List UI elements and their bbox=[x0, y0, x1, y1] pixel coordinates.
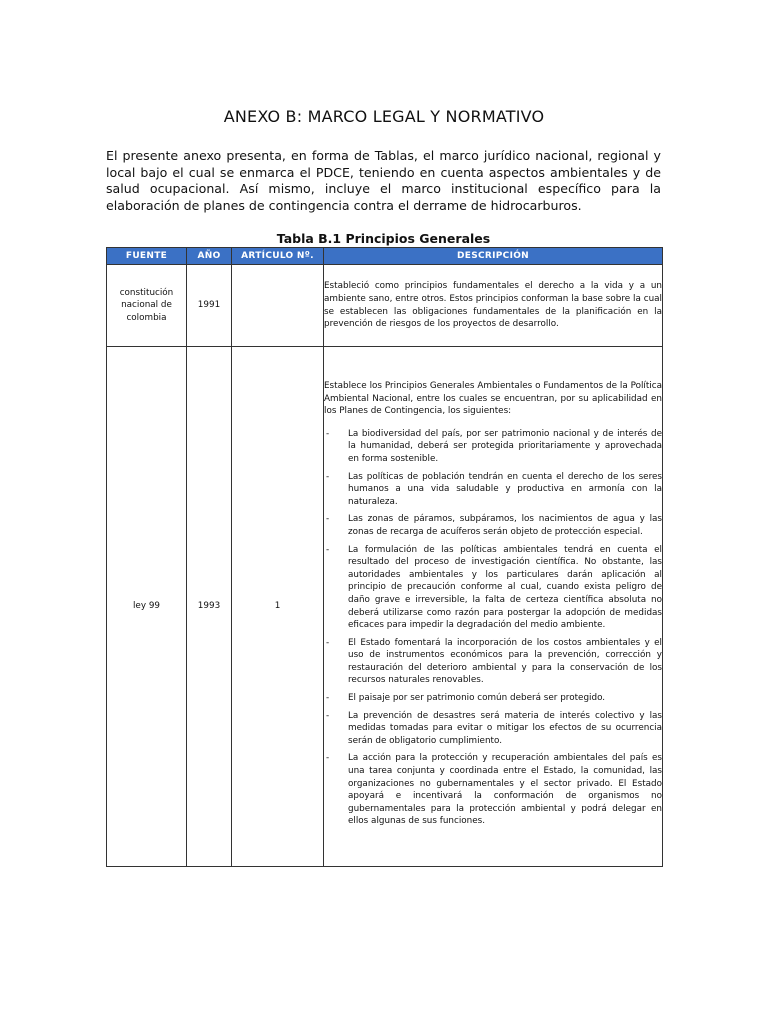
dash-bullet: - bbox=[326, 753, 330, 764]
intro-paragraph: El presente anexo presenta, en forma de Tablas, el marco jurídico nacional, regional y local bajo el cual se enmarca el PDCE, teniendo en cuenta aspectos ambientales y de salud ocupacional. Así mismo, incluye el marco institucional específico para la elaboración de planes de contingencia contra el derrame de hidrocarburos. bbox=[106, 148, 661, 213]
table-title: Tabla B.1 Principios Generales bbox=[276, 231, 491, 246]
dash-bullet: - bbox=[326, 710, 330, 721]
table-row bbox=[107, 347, 663, 867]
header-fuente: FUENTE bbox=[107, 248, 187, 265]
list-item-text: Las políticas de población tendrán en cuenta el derecho de los seres humanos a una vida saludable y productiva en armonía con la naturaleza. bbox=[348, 471, 662, 507]
cell-fuente: constitución nacional de colombia bbox=[107, 265, 187, 347]
list-item-text: La acción para la protección y recuperación ambientales del país es una tarea conjunta y coordinada entre el Estado, la comunidad, las organizaciones no gubernamentales y el sector privado. El Estado apoyará e incentivará la conformación de organismos no gubernamentales para la protección ambiental y podrá delegar en ellos algunas de sus funciones. bbox=[348, 753, 662, 827]
list-item bbox=[324, 637, 662, 687]
description-intro: Establece los Principios Generales Ambientales o Fundamentos de la Política Ambiental Nacional, entre los cuales se encuentran, por su aplicabilidad en los Planes de Contingencia, los siguientes: bbox=[324, 381, 662, 417]
page-title: ANEXO B: MARCO LEGAL Y NORMATIVO bbox=[223, 107, 545, 126]
list-item bbox=[324, 513, 662, 538]
cell-articulo bbox=[232, 265, 324, 347]
list-item bbox=[324, 752, 662, 828]
list-item-text: El Estado fomentará la incorporación de los costos ambientales y el uso de instrumentos económicos para la prevención, corrección y restauración del deterioro ambiental y para la conservación de los recursos naturales renovables. bbox=[348, 637, 662, 686]
header-articulo: ARTÍCULO Nº. bbox=[232, 248, 324, 265]
list-item bbox=[324, 692, 662, 705]
cell-fuente: ley 99 bbox=[107, 347, 187, 867]
list-item-text: La formulación de las políticas ambientales tendrá en cuenta el resultado del proceso de investigación científica. No obstante, las autoridades ambientales y los particulares darán aplicación al principio de precaución conforme al cual, cuando exista peligro de daño grave e irreversible, la falta de certeza científica absoluta no deberá utilizarse como razón para postergar la adopción de medidas eficaces para impedir la degradación del medio ambiente. bbox=[348, 544, 662, 631]
cell-descripcion: Estableció como principios fundamentales el derecho a la vida y a un ambiente sano, entre otros. Estos principios conforman la base sobre la cual se establecen las obligaciones fundamentales de la planificación en la prevención de riesgos de los proyectos de desarrollo. bbox=[324, 265, 663, 347]
header-descripcion: DESCRIPCIÓN bbox=[324, 248, 663, 265]
list-item bbox=[324, 471, 662, 509]
list-item bbox=[324, 710, 662, 748]
cell-anio: 1991 bbox=[187, 265, 232, 347]
dash-bullet: - bbox=[326, 544, 330, 555]
dash-bullet: - bbox=[326, 471, 330, 482]
cell-anio: 1993 bbox=[187, 347, 232, 867]
table-header-row bbox=[107, 248, 663, 265]
dash-bullet: - bbox=[326, 514, 330, 525]
list-item-text: La biodiversidad del país, por ser patrimonio nacional y de interés de la humanidad, deberá ser protegida prioritariamente y aprovechada en forma sostenible. bbox=[348, 428, 662, 464]
principles-table bbox=[106, 247, 663, 867]
header-anio: AÑO bbox=[187, 248, 232, 265]
table-row bbox=[107, 265, 663, 347]
list-item-text: La prevención de desastres será materia de interés colectivo y las medidas tomadas para evitar o mitigar los efectos de su ocurrencia serán de obligatorio cumplimiento. bbox=[348, 710, 662, 746]
cell-articulo: 1 bbox=[232, 347, 324, 867]
dash-bullet: - bbox=[326, 637, 330, 648]
list-item bbox=[324, 428, 662, 466]
dash-bullet: - bbox=[326, 428, 330, 439]
list-item-text: El paisaje por ser patrimonio común deberá ser protegido. bbox=[348, 693, 606, 704]
list-item-text: Las zonas de páramos, subpáramos, los nacimientos de agua y las zonas de recarga de acuíferos serán objeto de protección especial. bbox=[348, 514, 662, 537]
list-item bbox=[324, 544, 662, 632]
dash-bullet: - bbox=[326, 693, 330, 704]
cell-descripcion bbox=[324, 347, 663, 867]
principles-list bbox=[324, 428, 662, 828]
